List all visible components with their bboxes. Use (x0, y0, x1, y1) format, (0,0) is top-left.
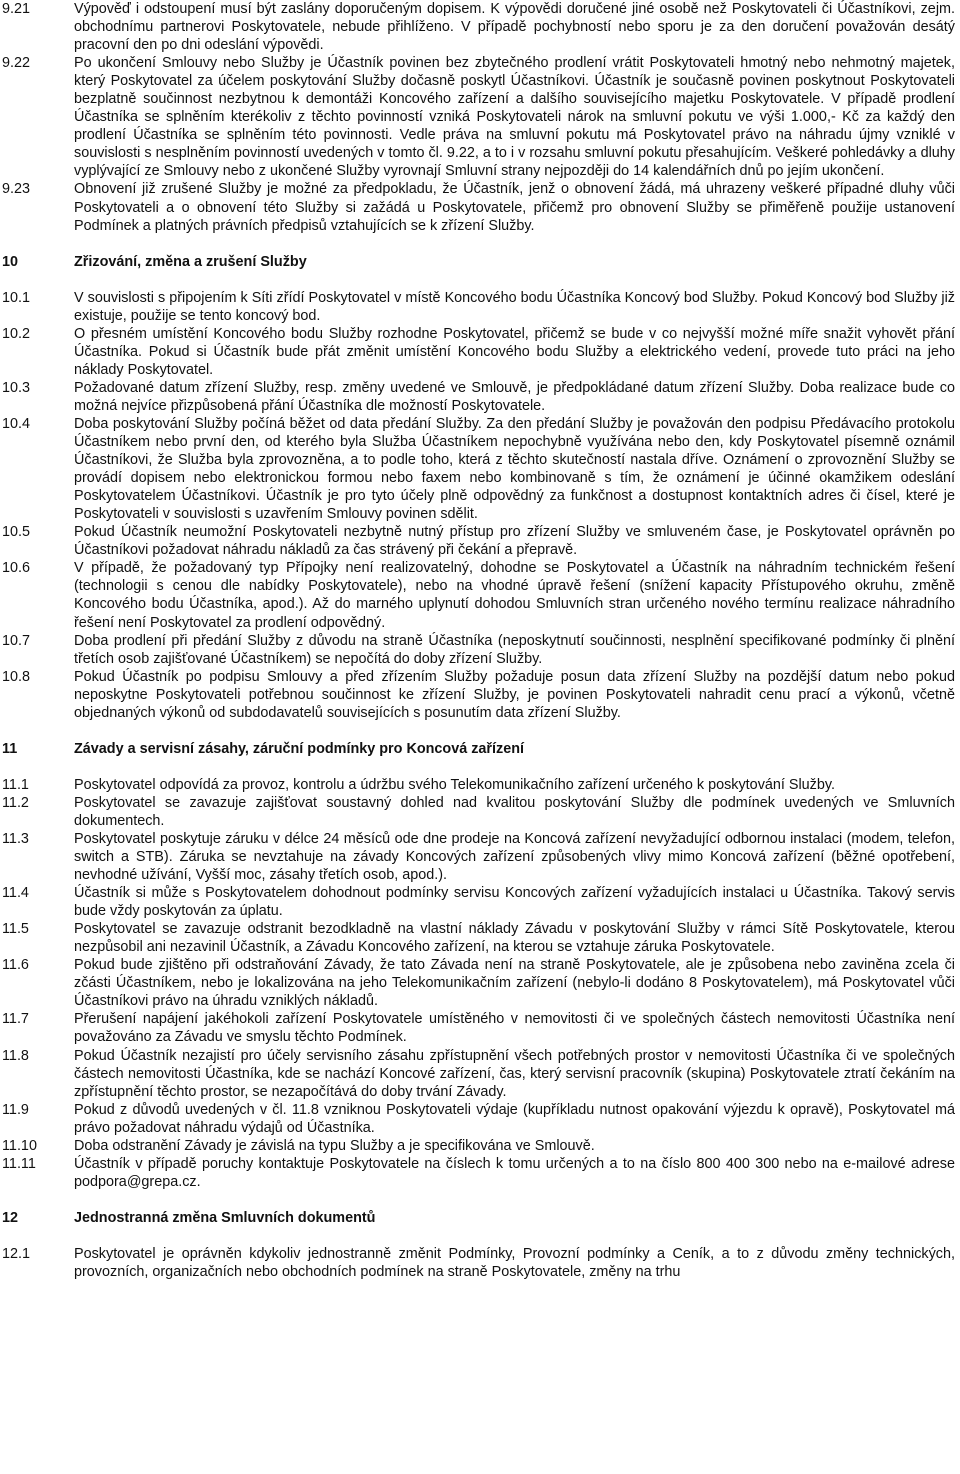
clause-10-1 (0, 289, 960, 325)
clause-text: Doba poskytování Služby počíná běžet od data předání Služby. Za den předání Služby je považován den podpisu Předávacího protokolu Účastníkem nebo první den, od kterého byla Služba Účastníkem nepochybně využívána nebo den, kdy Poskytovatel písemně oznámil Účastníkovi, že Služba byla zprovozněna, a to podle toho, která z těchto skutečností nastala dříve. Oznámení o zprovoznění Služby se provádí dopisem nebo elektronickou formou nebo faxem nebo kombinovaně s tím, že oznámení je účinné okamžikem odeslání Poskytovatelem Účastníkovi. Účastník je pro tyto účely plně odpovědný za funkčnost a dostupnost kontaktních adres či čísel, které je Poskytovateli v souvislosti s uzavřením Smlouvy povinen sdělit. (74, 415, 955, 523)
clause-number: 9.21 (2, 1, 31, 17)
section-title: Zřizování, změna a zrušení Služby (74, 253, 307, 270)
clause-text: Výpověď i odstoupení musí být zaslány doporučeným dopisem. K výpovědi doručené jiné osobě než Poskytovateli či Účastníkovi, zejm. obchodnímu partnerovi Poskytovatele, nebude přihlíženo. V případě pochybností nebo sporu je za den doručení považován desátý pracovní den po dni odeslání výpovědi. (74, 1, 955, 54)
clause-text: Po ukončení Smlouvy nebo Služby je Účastník povinen bez zbytečného prodlení vrátit Poskytovateli hmotný nebo nehmotný majetek, který Poskytovatel za účelem poskytování Služby dočasně poskytl Účastníkovi. Účastník je současně povinen poskytnout Poskytovateli bezplatně součinnost nezbytnou k demontáži Koncového zařízení a dalšího souvisejícího majetku Poskytovatele. V případě prodlení Účastníka se splněním kterékoliv z těchto povinností vzniká Poskytovateli nárok na smluvní pokutu ve výši 1.000,- Kč za každý den prodlení Účastníka se splněním této povinnosti. Vedle práva na smluvní pokutu má Poskytovatel právo na náhradu újmy vzniklé v souvislosti s nesplněním povinností uvedených v tomto čl. 9.22, a to i v rozsahu smluvní pokutu přesahujícím. Veškeré pohledávky a dluhy vyplývající ze Smlouvy nebo z ukončené Služby vyrovnají Smluvní strany nejpozději do 14 kalendářních dnů po jejím ukončení. (74, 55, 955, 180)
clause-number: 9.23 (2, 181, 31, 198)
clause-text: Poskytovatel poskytuje záruku v délce 24 měsíců ode dne prodeje na Koncová zařízení nevyžadující odbornou instalaci (modem, telefon, switch a STB). Záruka se nevztahuje na závady Koncových zařízení způsobených vlivy mimo Koncová zařízení (běžné opotřebení, nevhodné užívání, Vyšší moc, zásahy třetích osob, apod.). (74, 830, 955, 884)
clause-10-3 (0, 379, 960, 415)
clause-number: 10.1 (2, 289, 31, 306)
clause-number: 11.7 (2, 1011, 29, 1028)
clause-number: 11.11 (2, 1155, 36, 1172)
clause-number: 11.8 (2, 1047, 29, 1064)
clause-10-2 (0, 325, 960, 379)
clause-text: Účastník v případě poruchy kontaktuje Poskytovatele na číslech k tomu určených a to na číslo 800 400 300 nebo na e-mailové adrese podpora@grepa.cz. (74, 1155, 955, 1190)
clause-text: O přesném umístění Koncového bodu Služby rozhodne Poskytovatel, přičemž se bude v co nejvyšší možné míře snažit vyhovět přání Účastníka. Pokud si Účastník bude přát změnit umístění Koncového bodu Služby a elektrického vedení, provede tuto práci na jeho náklady Poskytovatel. (74, 325, 955, 378)
clause-number: 10.3 (2, 379, 31, 396)
section-12-items (0, 1245, 960, 1281)
clause-10-5 (0, 523, 960, 559)
clause-text: Poskytovatel se zavazuje zajišťovat soustavný dohled nad kvalitou poskytování Služby dle podmínek uvedených ve Smluvních dokumentech. (74, 794, 955, 829)
section-number: 12 (2, 1209, 19, 1226)
clause-text: V případě, že požadovaný typ Přípojky není realizovatelný, dohodne se Poskytovatel a Účastník na náhradním technickém řešení (technologii s cenou dle nabídky Poskytovatele), nebo na vhodné úpravě řešení (snížení kapacity Přístupového okruhu, změně Koncového bodu Účastníka, apod.). Až do marného uplynutí dohodou Smluvních stran určeného nového termínu realizace náhradního řešení není Poskytovatel za prodlení odpovědný. (74, 560, 955, 631)
clause-text: Poskytovatel odpovídá za provoz, kontrolu a údržbu svého Telekomunikačního zařízení určeného k poskytování Služby. (74, 776, 836, 793)
clause-number: 11.5 (2, 921, 29, 938)
clause-11-2 (0, 794, 960, 830)
clause-text: Obnovení již zrušené Služby je možné za předpokladu, že Účastník, jenž o obnovení žádá, má uhrazeny veškeré případné dluhy vůči Poskytovateli a o obnovení této Služby si zažádá u Poskytovatele, přičemž pro obnovení Služby se přiměřeně použije ustanovení Podmínek a platných právních předpisů vztahujících se k zřízení Služby. (74, 181, 955, 234)
clause-11-4 (0, 884, 960, 920)
clause-number: 9.22 (2, 55, 31, 72)
clause-11-7 (0, 1010, 960, 1046)
clause-10-4 (0, 415, 960, 523)
clause-9-21 (0, 0, 960, 54)
section-9-items (0, 0, 960, 235)
section-10-items (0, 289, 960, 722)
clause-text: Požadované datum zřízení Služby, resp. změny uvedené ve Smlouvě, je předpokládané datum zřízení Služby. Doba realizace bude co možná nejvíce přizpůsobená přání Účastníka dle možností Poskytovatele. (74, 379, 955, 414)
clause-number: 10.7 (2, 632, 31, 649)
clause-text: Pokud bude zjištěno při odstraňování Závady, že tato Závada není na straně Poskytovatele, ale je způsobena nebo zaviněna zcela či zčásti Účastníkem, nebo je lokalizována na jeho Telekomunikačním zařízení (nebylo-li dodáno 8 Poskytovatelem), má Poskytovatel vůči Účastníkovi právo na úhradu vzniklých nákladů. (74, 957, 955, 1010)
clause-number: 11.4 (2, 885, 29, 902)
clause-number: 10.8 (2, 668, 31, 685)
clause-number: 11.3 (2, 830, 29, 847)
section-number: 11 (2, 740, 18, 757)
clause-9-23 (0, 180, 960, 234)
clause-text: Pokud Účastník po podpisu Smlouvy a před zřízením Služby požaduje posun data zřízení Služby na pozdější datum nebo pokud neposkytne Poskytovateli potřebnou součinnost ke zřízení Služby, je povinen Poskytovateli nahradit cenu prací a výkonů, včetně objednaných výkonů od subdodavatelů souvisejících s posunutím data zřízení Služby. (74, 668, 955, 721)
clause-text: Přerušení napájení jakéhokoli zařízení Poskytovatele umístěného v nemovitosti či ve společných částech nemovitosti Účastníka není považováno za Závadu ve smyslu těchto Podmínek. (74, 1011, 955, 1046)
clause-12-1 (0, 1245, 960, 1281)
section-title: Závady a servisní zásahy, záruční podmínky pro Koncová zařízení (74, 740, 524, 757)
section-11-items (0, 776, 960, 1191)
clause-number: 11.6 (2, 957, 29, 974)
clause-number: 12.1 (2, 1245, 31, 1262)
clause-10-8 (0, 668, 960, 722)
section-10-heading (0, 253, 960, 271)
section-number: 10 (2, 253, 19, 270)
clause-text: Pokud Účastník neumožní Poskytovateli nezbytně nutný přístup pro zřízení Služby ve smluveném čase, je Poskytovatel oprávněn po Účastníkovi požadovat náhradu nákladů za čas strávený při čekání a přepravě. (74, 524, 955, 559)
clause-9-22 (0, 54, 960, 180)
clause-text: Poskytovatel je oprávněn kdykoliv jednostranně změnit Podmínky, Provozní podmínky a Ceník, a to z důvodu změny technických, provozních, organizačních nebo obchodních podmínek na straně Poskytovatele, změny na trhu (74, 1245, 955, 1280)
section-11-heading (0, 740, 960, 758)
clause-text: Účastník si může s Poskytovatelem dohodnout podmínky servisu Koncových zařízení vyžadujících instalaci u Účastníka. Takový servis bude vždy poskytován za úplatu. (74, 885, 955, 920)
clause-text: Pokud z důvodů uvedených v čl. 11.8 vzniknou Poskytovateli výdaje (kupříkladu nutnost opakování výjezdu k opravě), Poskytovatel má právo požadovat náhradu výdajů od Účastníka. (74, 1101, 955, 1136)
clause-text: Doba prodlení při předání Služby z důvodu na straně Účastníka (neposkytnutí součinnosti, nesplnění specifikované podmínky či plnění třetích osob zajišťované Účastníkem) se nepočítá do doby zřízení Služby. (74, 632, 955, 667)
clause-number: 11.2 (2, 794, 29, 811)
clause-number: 10.6 (2, 560, 31, 577)
section-12-heading (0, 1209, 960, 1227)
clause-11-5 (0, 920, 960, 956)
clause-text: Poskytovatel se zavazuje odstranit bezodkladně na vlastní náklady Závadu v poskytování Služby v rámci Sítě Poskytovatele, kterou nezpůsobil ani nezavinil Účastník, a Závadu Koncového zařízení, na kterou se vztahuje záruka Poskytovatele. (74, 921, 955, 956)
clause-text: Pokud Účastník nezajistí pro účely servisního zásahu zpřístupnění všech potřebných prostor v nemovitosti Účastníka či ve společných částech nemovitosti Účastníka, kde se nachází Koncové zařízení, čas, který servisní pracovník (skupina) Poskytovatele ztratí čekáním na zpřístupnění těchto prostor, se nezapočítává do doby trvání Závady. (74, 1047, 955, 1100)
clause-11-6 (0, 956, 960, 1010)
clause-11-3 (0, 830, 960, 884)
clause-10-6 (0, 559, 960, 631)
clause-number: 11.10 (2, 1137, 37, 1154)
clause-11-10 (0, 1137, 960, 1155)
clause-number: 11.9 (2, 1101, 29, 1118)
clause-number: 10.5 (2, 524, 31, 541)
clause-number: 11.1 (2, 776, 29, 793)
clause-11-1 (0, 776, 960, 794)
clause-11-8 (0, 1047, 960, 1101)
clause-10-7 (0, 632, 960, 668)
clause-11-11 (0, 1155, 960, 1191)
clause-11-9 (0, 1101, 960, 1137)
section-title: Jednostranná změna Smluvních dokumentů (74, 1209, 376, 1226)
clause-number: 10.2 (2, 325, 31, 342)
clause-number: 10.4 (2, 415, 31, 432)
clause-text: V souvislosti s připojením k Síti zřídí Poskytovatel v místě Koncového bodu Účastníka Koncový bod Služby. Pokud Koncový bod Služby již existuje, použije se tento koncový bod. (74, 289, 955, 324)
clause-text: Doba odstranění Závady je závislá na typu Služby a je specifikována ve Smlouvě. (74, 1137, 595, 1154)
